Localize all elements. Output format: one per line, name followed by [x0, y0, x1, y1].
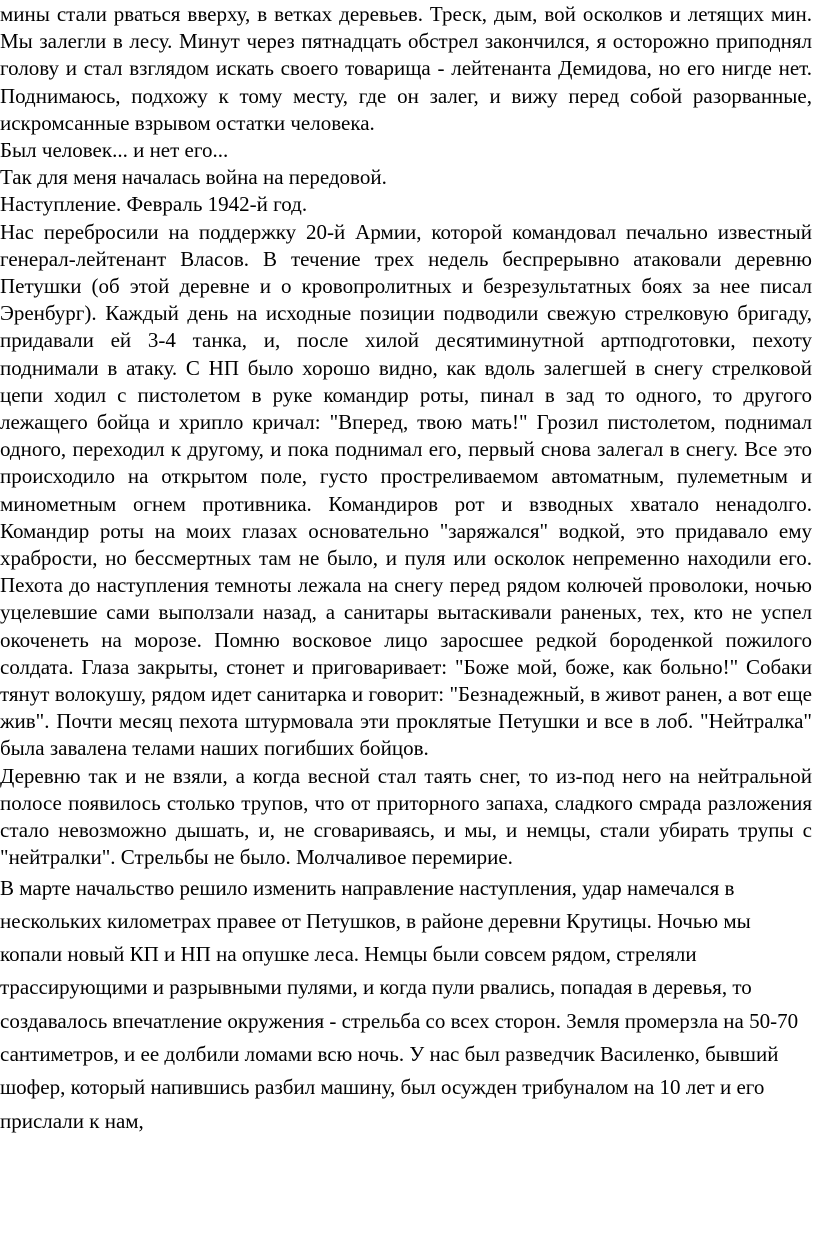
paragraph-truce: Деревню так и не взяли, а когда весной стал таять снег, то из-под него на нейтральной полосе появилось столько трупов, что от приторного запаха, сладкого смрада разложения стало невозможно дышать, и, не сговариваясь, и мы, и немцы, стали убирать трупы с "нейтралки". Стрельбы не было. Молчаливое перемирие.: [0, 763, 812, 870]
paragraph-petushki: Нас перебросили на поддержку 20-й Армии, которой командовал печально известный генерал-лейтенант Власов. В течение трех недель беспрерывно атаковали деревню Петушки (об этой деревне и о кровопролитных и безрезультатных боях за нее писал Эренбург). Каждый день на исходные позиции подводили свежую стрелковую бригаду, придавали ей 3-4 танка, и, после хилой десятиминутной артподготовки, пехоту поднимали в атаку. С НП было хорошо видно, как вдоль залегшей в снегу стрелковой цепи ходил с пистолетом в руке командир роты, пинал в зад то одного, то другого лежащего бойца и хрипло кричал: "Вперед, твою мать!" Грозил пистолетом, поднимал одного, переходил к другому, и пока поднимал его, первый снова залегал в снегу. Все это происходило на открытом поле, густо простреливаемом автоматным, пулеметным и минометным огнем противника. Командиров рот и взводных хватало ненадолго. Командир роты на моих глазах основательно "заряжался" водкой, это придавало ему храбрости, но бессмертных там не было, и пуля или осколок непременно находили его. Пехота до наступления темноты лежала на снегу перед рядом колючей проволоки, ночью уцелевшие сами выползали назад, а санитары вытаскивали раненых, тех, кто не успел окоченеть на морозе. Помню восковое лицо заросшее редкой бороденкой пожилого солдата. Глаза закрыты, стонет и приговаривает: "Боже мой, боже, как больно!" Собаки тянут волокушу, рядом идет санитарка и говорит: "Безнадежный, в живот ранен, а вот еще жив". Почти месяц пехота штурмовала эти проклятые Петушки и все в лоб. "Нейтралка" была завалена телами наших погибших бойцов.: [0, 219, 812, 761]
paragraph-march: В марте начальство решило изменить направление наступления, удар намечался в нескольких километрах правее от Петушков, в районе деревни Крутицы. Ночью мы копали новый КП и НП на опушке леса. Немцы были совсем рядом, стреляли трассирующими и разрывными пулями, и когда пули рвались, попадая в деревья, то создавалось впечатление окружения - стрельба со всех сторон. Земля промерзла на 50-70 сантиметров, и ее долбили ломами всю ночь. У нас был разведчик Василенко, бывший шофер, который напившись разбил машину, был осужден трибуналом на 10 лет и его прислали к нам,: [0, 875, 799, 1133]
paragraph-man-gone: Был человек... и нет его...: [0, 138, 229, 163]
paragraph-offensive-heading: Наступление. Февраль 1942-й год.: [0, 192, 308, 217]
paragraph-shelling: мины стали рваться вверху, в ветках деревьев. Треск, дым, вой осколков и летящих мин. Мы залегли в лесу. Минут через пятнадцать обстрел закончился, я осторожно приподнял голову и стал взглядом искать своего товарища - лейтенанта Демидова, но его нигде нет. Поднимаюсь, подхожу к тому месту, где он залег, и вижу перед собой разорванные, искромсанные взрывом остатки человека.: [0, 2, 812, 135]
paragraph-war-began: Так для меня началась война на передовой.: [0, 165, 387, 190]
